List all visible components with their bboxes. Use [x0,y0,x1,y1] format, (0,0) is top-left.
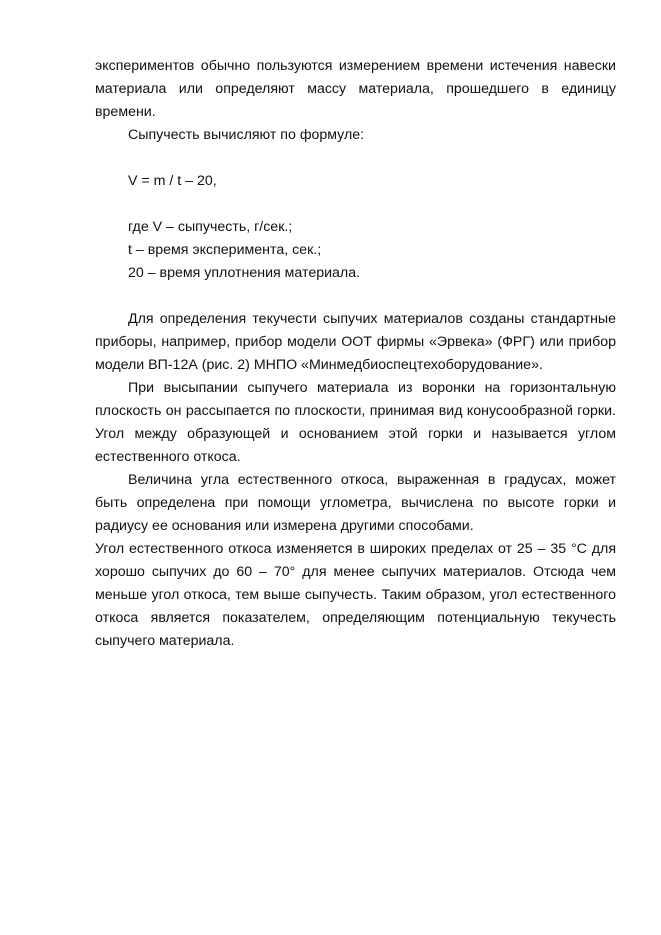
paragraph-angle-value: Величина угла естественного откоса, выраженная в градусах, может быть определена при помощи углометра, вычислена по высоте горки и радиусу ее основания или измерена другими способами. [95,472,616,534]
paragraph-devices: Для определения текучести сыпучих материалов созданы стандартные приборы, например, прибор модели ООТ фирмы «Эрвека» (ФРГ) или прибор модели ВП-12А (рис. 2) МНПО «Минмедбиоспецтехоборудование». [95,311,616,373]
paragraph-formula-intro: Сыпучесть вычисляют по формуле: [128,127,365,143]
definition-v: где V – сыпучесть, г/сек.; [128,219,293,235]
definition-t: t – время эксперимента, сек.; [128,242,322,258]
spacer [95,193,616,216]
spacer [95,147,616,170]
spacer [95,285,616,308]
definition-20: 20 – время уплотнения материала. [128,265,361,281]
document-body [95,55,616,653]
paragraph-pouring: При высыпании сыпучего материала из воронки на горизонтальную плоскость он рассыпается по плоскости, принимая вид конусообразной горки. Угол между образующей и основанием этой горки и называется углом естественного откоса. [95,380,616,465]
paragraph-intro: экспериментов обычно пользуются измерением времени истечения навески материала или определяют массу материала, прошедшего в единицу времени. [95,58,616,120]
formula: V = m / t – 20, [128,173,217,189]
paragraph-conclusion: Угол естественного откоса изменяется в широких пределах от 25 – 35 °С для хорошо сыпучих до 60 – 70° для менее сыпучих материалов. Отсюда чем меньше угол откоса, тем выше сыпучесть. Таким образом, угол естественного откоса является показателем, определяющим потенциальную текучесть сыпучего материала. [95,541,616,649]
